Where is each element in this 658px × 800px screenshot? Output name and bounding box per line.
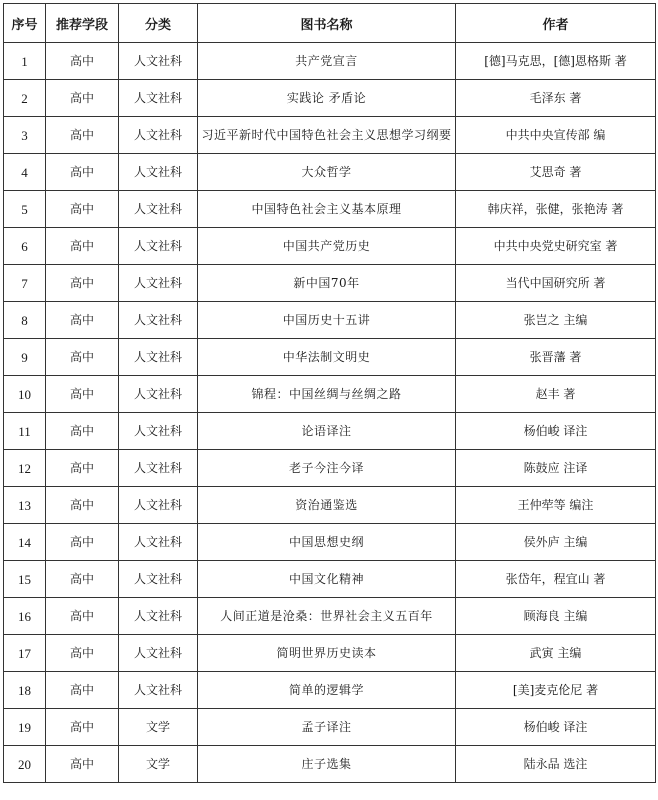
row-category: 人文社科	[119, 80, 198, 117]
row-category: 人文社科	[119, 561, 198, 598]
row-stage: 高中	[46, 561, 119, 598]
row-index: 1	[4, 43, 46, 80]
row-category: 人文社科	[119, 524, 198, 561]
row-index: 20	[4, 746, 46, 783]
row-author: 侯外庐 主编	[456, 524, 656, 561]
row-stage: 高中	[46, 672, 119, 709]
row-author: 中共中央宣传部 编	[456, 117, 656, 154]
row-category: 文学	[119, 746, 198, 783]
row-category: 人文社科	[119, 672, 198, 709]
row-stage: 高中	[46, 117, 119, 154]
row-category: 人文社科	[119, 43, 198, 80]
row-stage: 高中	[46, 265, 119, 302]
row-index: 15	[4, 561, 46, 598]
row-title: 庄子选集	[198, 746, 456, 783]
row-author: 杨伯峻 译注	[456, 413, 656, 450]
row-category: 人文社科	[119, 117, 198, 154]
row-title: 中国历史十五讲	[198, 302, 456, 339]
row-stage: 高中	[46, 43, 119, 80]
header-title: 图书名称	[198, 4, 456, 43]
row-stage: 高中	[46, 709, 119, 746]
row-index: 8	[4, 302, 46, 339]
header-stage: 推荐学段	[46, 4, 119, 43]
row-category: 人文社科	[119, 154, 198, 191]
row-author: [德]马克思，[德]恩格斯 著	[456, 43, 656, 80]
row-index: 16	[4, 598, 46, 635]
header-category: 分类	[119, 4, 198, 43]
table-row	[4, 598, 656, 635]
table-row	[4, 709, 656, 746]
table-row	[4, 635, 656, 672]
row-title: 中国共产党历史	[198, 228, 456, 265]
row-index: 13	[4, 487, 46, 524]
row-category: 文学	[119, 709, 198, 746]
row-category: 人文社科	[119, 598, 198, 635]
table-row	[4, 265, 656, 302]
table-row	[4, 450, 656, 487]
row-index: 2	[4, 80, 46, 117]
header-author: 作者	[456, 4, 656, 43]
row-index: 6	[4, 228, 46, 265]
row-title: 论语译注	[198, 413, 456, 450]
row-author: 当代中国研究所 著	[456, 265, 656, 302]
row-index: 7	[4, 265, 46, 302]
table-row	[4, 191, 656, 228]
row-title: 习近平新时代中国特色社会主义思想学习纲要	[198, 117, 456, 154]
row-title: 实践论 矛盾论	[198, 80, 456, 117]
row-stage: 高中	[46, 413, 119, 450]
row-index: 14	[4, 524, 46, 561]
row-title: 中国特色社会主义基本原理	[198, 191, 456, 228]
row-title: 中国文化精神	[198, 561, 456, 598]
row-author: 张岱年，程宜山 著	[456, 561, 656, 598]
row-title: 新中国70年	[198, 265, 456, 302]
row-author: 杨伯峻 译注	[456, 709, 656, 746]
row-author: 王仲荦等 编注	[456, 487, 656, 524]
table-row	[4, 376, 656, 413]
row-index: 11	[4, 413, 46, 450]
row-category: 人文社科	[119, 339, 198, 376]
table-row	[4, 524, 656, 561]
table-row	[4, 672, 656, 709]
row-stage: 高中	[46, 450, 119, 487]
row-index: 5	[4, 191, 46, 228]
header-index: 序号	[4, 4, 46, 43]
row-stage: 高中	[46, 635, 119, 672]
row-author: 武寅 主编	[456, 635, 656, 672]
row-stage: 高中	[46, 80, 119, 117]
row-category: 人文社科	[119, 450, 198, 487]
row-stage: 高中	[46, 339, 119, 376]
row-author: 中共中央党史研究室 著	[456, 228, 656, 265]
row-title: 中国思想史纲	[198, 524, 456, 561]
row-stage: 高中	[46, 376, 119, 413]
row-title: 简明世界历史读本	[198, 635, 456, 672]
row-stage: 高中	[46, 746, 119, 783]
row-index: 10	[4, 376, 46, 413]
row-index: 19	[4, 709, 46, 746]
row-index: 18	[4, 672, 46, 709]
row-stage: 高中	[46, 154, 119, 191]
row-category: 人文社科	[119, 302, 198, 339]
table-row	[4, 746, 656, 783]
row-index: 12	[4, 450, 46, 487]
row-title: 资治通鉴选	[198, 487, 456, 524]
table-body	[4, 43, 656, 783]
book-list-table	[3, 3, 656, 783]
row-category: 人文社科	[119, 413, 198, 450]
row-author: 赵丰 著	[456, 376, 656, 413]
row-author: 陆永品 选注	[456, 746, 656, 783]
row-category: 人文社科	[119, 191, 198, 228]
row-stage: 高中	[46, 524, 119, 561]
row-title: 锦程：中国丝绸与丝绸之路	[198, 376, 456, 413]
row-title: 大众哲学	[198, 154, 456, 191]
table-row	[4, 228, 656, 265]
row-index: 4	[4, 154, 46, 191]
row-author: 张岂之 主编	[456, 302, 656, 339]
row-category: 人文社科	[119, 265, 198, 302]
row-category: 人文社科	[119, 487, 198, 524]
row-category: 人文社科	[119, 376, 198, 413]
table-row	[4, 413, 656, 450]
row-author: 毛泽东 著	[456, 80, 656, 117]
table-row	[4, 117, 656, 154]
row-title: 中华法制文明史	[198, 339, 456, 376]
table-row	[4, 339, 656, 376]
row-title: 孟子译注	[198, 709, 456, 746]
row-author: 陈鼓应 注译	[456, 450, 656, 487]
row-title: 人间正道是沧桑：世界社会主义五百年	[198, 598, 456, 635]
table-row	[4, 43, 656, 80]
row-author: 张晋藩 著	[456, 339, 656, 376]
row-title: 简单的逻辑学	[198, 672, 456, 709]
row-category: 人文社科	[119, 635, 198, 672]
row-index: 17	[4, 635, 46, 672]
row-stage: 高中	[46, 598, 119, 635]
row-title: 共产党宣言	[198, 43, 456, 80]
row-author: 韩庆祥，张健，张艳涛 著	[456, 191, 656, 228]
row-stage: 高中	[46, 228, 119, 265]
row-index: 3	[4, 117, 46, 154]
row-index: 9	[4, 339, 46, 376]
table-row	[4, 80, 656, 117]
row-stage: 高中	[46, 487, 119, 524]
table-row	[4, 302, 656, 339]
table-row	[4, 487, 656, 524]
row-title: 老子今注今译	[198, 450, 456, 487]
header-row	[4, 4, 656, 43]
table-row	[4, 154, 656, 191]
row-author: [美]麦克伦尼 著	[456, 672, 656, 709]
row-author: 艾思奇 著	[456, 154, 656, 191]
row-stage: 高中	[46, 191, 119, 228]
row-stage: 高中	[46, 302, 119, 339]
table-header	[4, 4, 656, 43]
row-category: 人文社科	[119, 228, 198, 265]
row-author: 顾海良 主编	[456, 598, 656, 635]
table-row	[4, 561, 656, 598]
